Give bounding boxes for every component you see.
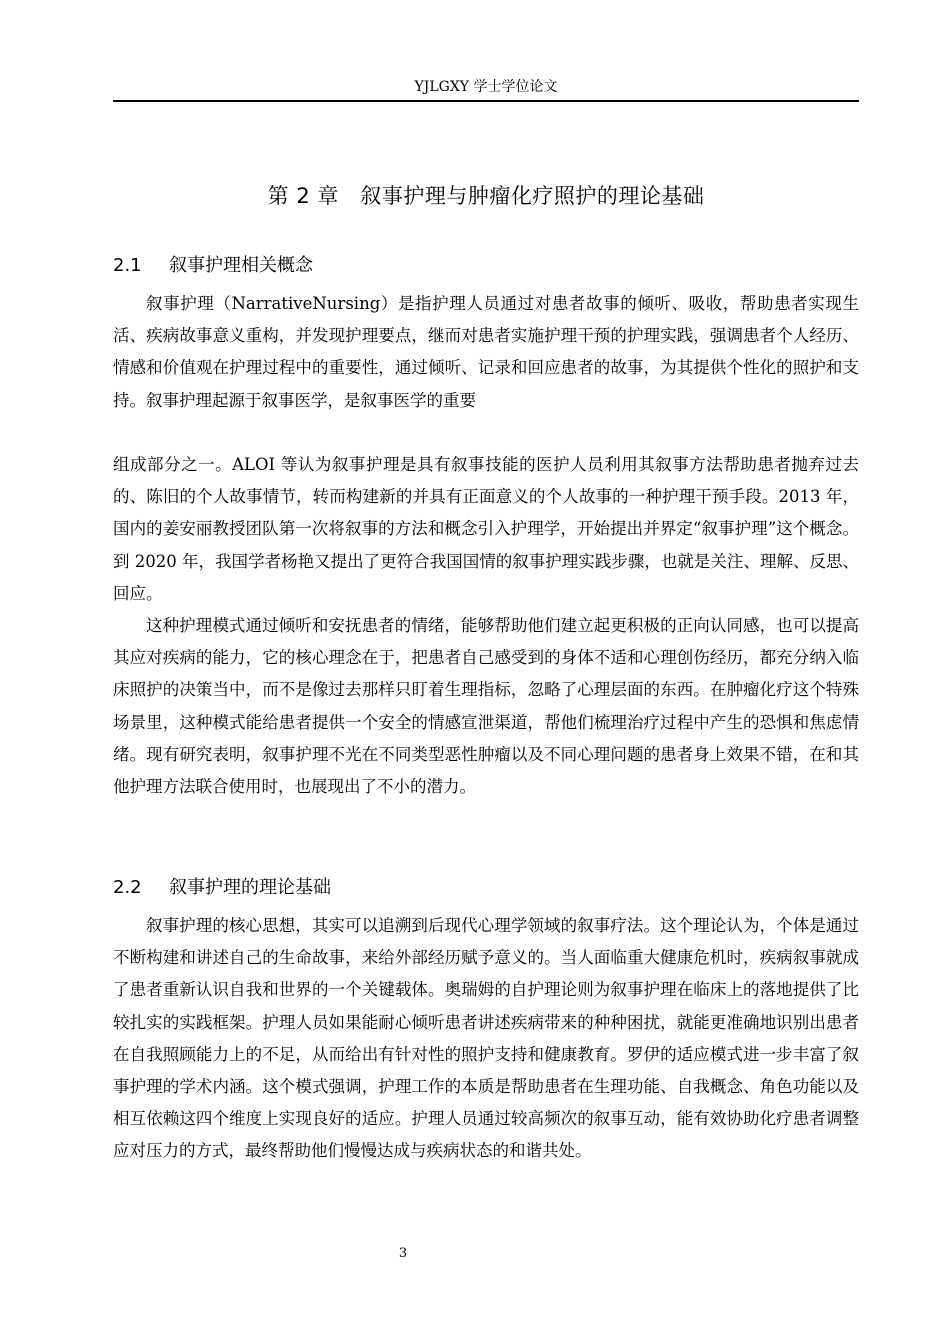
page-number: 3	[398, 1246, 408, 1261]
section-title: 叙事护理相关概念	[169, 255, 313, 276]
section-number: 2.1	[113, 255, 142, 276]
paragraph-narrative-nursing-history: 组成部分之一。ALOI 等认为叙事护理是具有叙事技能的医护人员利用其叙事方法帮助患者抛弃过去的、陈旧的个人故事情节，转而构建新的并具有正面意义的个人故事的一种护理干预手段。2013 年，国内的姜安丽教授团队第一次将叙事的方法和概念引入护理学，开始提出并界定“叙事护理”这个概念。到 2020 年，我国学者杨艳又提出了更符合我国国情的叙事护理实践步骤，也就是关注、理解、反思、回应。	[113, 455, 859, 603]
section-number: 2.2	[113, 877, 142, 898]
paragraph-narrative-nursing-definition: 叙事护理（NarrativeNursing）是指护理人员通过对患者故事的倾听、吸收，帮助患者实现生活、疾病故事意义重构，并发现护理要点，继而对患者实施护理干预的护理实践，强调患者个人经历、情感和价值观在护理过程中的重要性，通过倾听、记录和回应患者的故事，为其提供个性化的照护和支持。叙事护理起源于叙事医学，是叙事医学的重要	[113, 294, 859, 410]
section-title: 叙事护理的理论基础	[169, 877, 331, 898]
section-heading-2-1	[113, 252, 859, 280]
paragraph-theoretical-basis: 叙事护理的核心思想，其实可以追溯到后现代心理学领域的叙事疗法。这个理论认为，个体是通过不断构建和讲述自己的生命故事，来给外部经历赋予意义的。当人面临重大健康危机时，疾病叙事就成了患者重新认识自我和世界的一个关键载体。奥瑞姆的自护理论则为叙事护理在临床上的落地提供了比较扎实的实践框架。护理人员如果能耐心倾听患者讲述疾病带来的种种困扰，就能更准确地识别出患者在自我照顾能力上的不足，从而给出有针对性的照护支持和健康教育。罗伊的适应模式进一步丰富了叙事护理的学术内涵。这个模式强调，护理工作的本质是帮助患者在生理功能、自我概念、角色功能以及相互依赖这四个维度上实现良好的适应。护理人员通过较高频次的叙事互动，能有效协助化疗患者调整应对压力的方式，最终帮助他们慢慢达成与疾病状态的和谐共处。	[113, 916, 859, 1161]
section-heading-2-2	[113, 874, 859, 902]
running-header: YJLGXY 学士学位论文	[414, 79, 558, 95]
paragraph-narrative-nursing-benefits: 这种护理模式通过倾听和安抚患者的情绪，能够帮助他们建立起更积极的正向认同感，也可以提高其应对疾病的能力，它的核心理念在于，把患者自己感受到的身体不适和心理创伤经历，都充分纳入临床照护的决策当中，而不是像过去那样只盯着生理指标，忽略了心理层面的东西。在肿瘤化疗这个特殊场景里，这种模式能给患者提供一个安全的情感宣泄渠道，帮他们梳理治疗过程中产生的恐惧和焦虑情绪。现有研究表明，叙事护理不光在不同类型恶性肿瘤以及不同心理问题的患者身上效果不错，在和其他护理方法联合使用时，也展现出了不小的潜力。	[113, 616, 859, 797]
header-divider	[113, 100, 859, 102]
chapter-title: 第 2 章 叙事护理与肿瘤化疗照护的理论基础	[267, 184, 705, 208]
